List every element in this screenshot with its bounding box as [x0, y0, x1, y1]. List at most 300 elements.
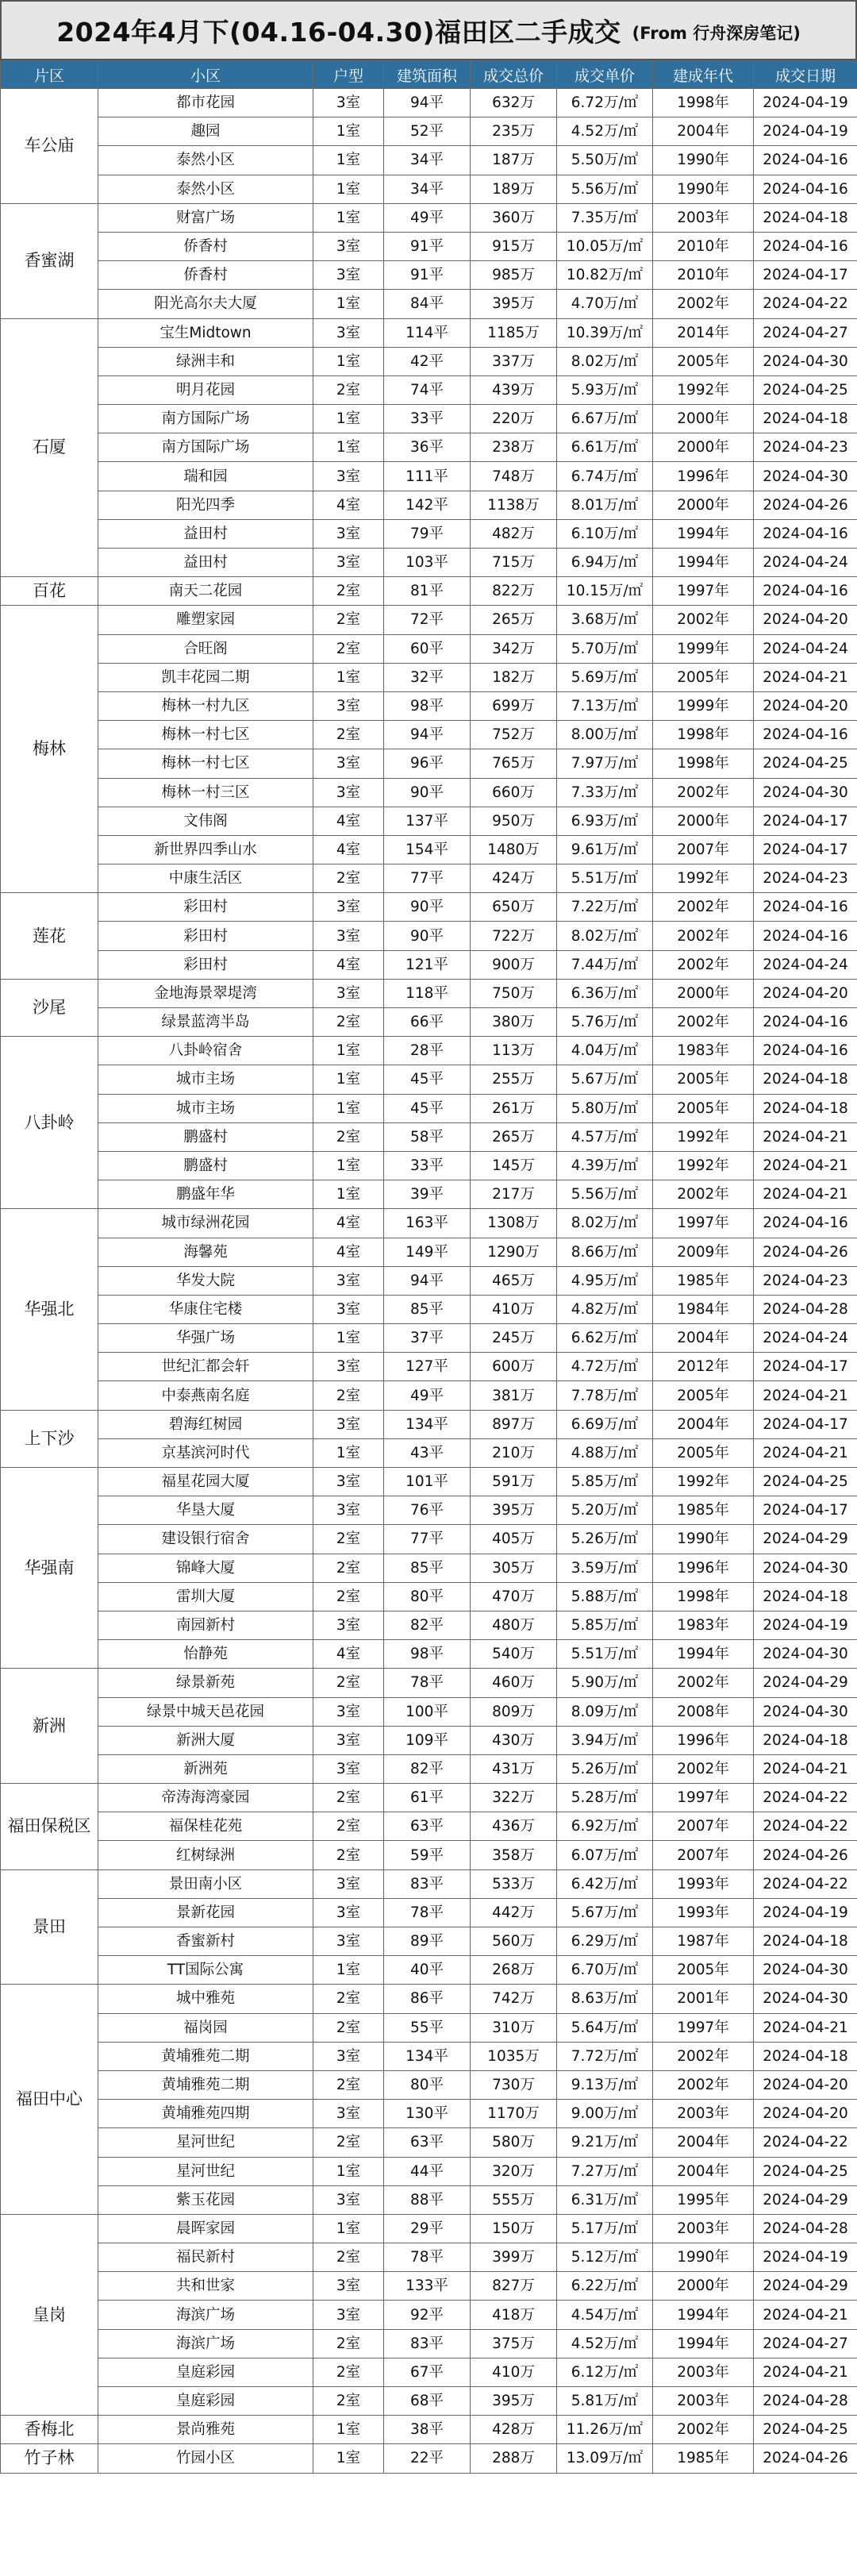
area-cell: 85平: [384, 1554, 471, 1582]
area-cell: 127平: [384, 1353, 471, 1381]
table-row: [1, 1353, 857, 1381]
deal-date-cell: 2024-04-16: [754, 232, 857, 260]
district-cell: 百花: [1, 577, 98, 606]
build-year-cell: 2005年: [653, 663, 754, 691]
build-year-cell: 2002年: [653, 950, 754, 979]
build-year-cell: 1995年: [653, 2185, 754, 2214]
layout-cell: 1室: [313, 663, 384, 691]
col-header-district: 片区: [1, 61, 98, 89]
community-cell: 华强广场: [98, 1324, 313, 1353]
area-cell: 42平: [384, 347, 471, 375]
table-row: [1, 175, 857, 203]
deal-date-cell: 2024-04-20: [754, 606, 857, 634]
build-year-cell: 2002年: [653, 606, 754, 634]
area-cell: 79平: [384, 519, 471, 548]
build-year-cell: 1992年: [653, 1151, 754, 1180]
unit-price-cell: 6.93万/㎡: [557, 807, 653, 835]
layout-cell: 1室: [313, 2444, 384, 2473]
layout-cell: 2室: [313, 721, 384, 749]
area-cell: 89平: [384, 1927, 471, 1956]
deal-date-cell: 2024-04-22: [754, 2128, 857, 2157]
unit-price-cell: 10.82万/㎡: [557, 261, 653, 290]
table-row: [1, 405, 857, 433]
unit-price-cell: 4.82万/㎡: [557, 1295, 653, 1323]
area-cell: 84平: [384, 290, 471, 318]
area-cell: 44平: [384, 2157, 471, 2185]
layout-cell: 1室: [313, 203, 384, 232]
area-cell: 66平: [384, 1008, 471, 1037]
layout-cell: 2室: [313, 2013, 384, 2042]
deal-date-cell: 2024-04-27: [754, 2329, 857, 2358]
total-price-cell: 380万: [471, 1008, 557, 1037]
community-cell: 新世界四季山水: [98, 835, 313, 864]
unit-price-cell: 13.09万/㎡: [557, 2444, 653, 2473]
unit-price-cell: 5.67万/㎡: [557, 1898, 653, 1927]
unit-price-cell: 7.22万/㎡: [557, 893, 653, 922]
unit-price-cell: 6.72万/㎡: [557, 89, 653, 117]
community-cell: 梅林一村七区: [98, 749, 313, 778]
table-row: [1, 203, 857, 232]
area-cell: 111平: [384, 462, 471, 491]
area-cell: 91平: [384, 261, 471, 290]
table-row: [1, 922, 857, 950]
deal-date-cell: 2024-04-19: [754, 1898, 857, 1927]
table-row: [1, 1122, 857, 1151]
deal-date-cell: 2024-04-22: [754, 1784, 857, 1812]
table-row: [1, 433, 857, 462]
community-cell: 海滨广场: [98, 2301, 313, 2329]
unit-price-cell: 5.56万/㎡: [557, 1180, 653, 1209]
layout-cell: 3室: [313, 1611, 384, 1639]
area-cell: 121平: [384, 950, 471, 979]
community-cell: 福民新村: [98, 2243, 313, 2272]
area-cell: 100平: [384, 1697, 471, 1726]
table-row: [1, 1324, 857, 1353]
total-price-cell: 752万: [471, 721, 557, 749]
deal-date-cell: 2024-04-18: [754, 1927, 857, 1956]
table-row: [1, 117, 857, 146]
deal-date-cell: 2024-04-24: [754, 549, 857, 577]
table-row: [1, 2416, 857, 2444]
build-year-cell: 1998年: [653, 89, 754, 117]
district-cell: 车公庙: [1, 89, 98, 204]
unit-price-cell: 9.61万/㎡: [557, 835, 653, 864]
area-cell: 90平: [384, 922, 471, 950]
deal-date-cell: 2024-04-16: [754, 1008, 857, 1037]
area-cell: 78平: [384, 1898, 471, 1927]
unit-price-cell: 8.00万/㎡: [557, 721, 653, 749]
total-price-cell: 580万: [471, 2128, 557, 2157]
total-price-cell: 182万: [471, 663, 557, 691]
area-cell: 77平: [384, 1525, 471, 1554]
total-price-cell: 809万: [471, 1697, 557, 1726]
deal-date-cell: 2024-04-29: [754, 1525, 857, 1554]
layout-cell: 3室: [313, 261, 384, 290]
table-row: [1, 1381, 857, 1410]
table-row: [1, 1295, 857, 1323]
table-row: [1, 146, 857, 175]
district-cell: 石厦: [1, 318, 98, 577]
layout-cell: 3室: [313, 1898, 384, 1927]
total-price-cell: 1480万: [471, 835, 557, 864]
total-price-cell: 436万: [471, 1812, 557, 1841]
total-price-cell: 235万: [471, 117, 557, 146]
layout-cell: 3室: [313, 1295, 384, 1323]
total-price-cell: 268万: [471, 1956, 557, 1985]
deal-date-cell: 2024-04-22: [754, 1812, 857, 1841]
area-cell: 29平: [384, 2214, 471, 2243]
unit-price-cell: 4.04万/㎡: [557, 1037, 653, 1065]
build-year-cell: 2005年: [653, 1381, 754, 1410]
area-cell: 40平: [384, 1956, 471, 1985]
community-cell: 财富广场: [98, 203, 313, 232]
total-price-cell: 540万: [471, 1640, 557, 1669]
table-row: [1, 1784, 857, 1812]
header-row: [1, 61, 857, 89]
area-cell: 43平: [384, 1438, 471, 1467]
community-cell: 福保桂花苑: [98, 1812, 313, 1841]
community-cell: 帝涛海湾豪园: [98, 1784, 313, 1812]
area-cell: 94平: [384, 89, 471, 117]
build-year-cell: 2004年: [653, 2128, 754, 2157]
build-year-cell: 1993年: [653, 1869, 754, 1898]
area-cell: 34平: [384, 175, 471, 203]
total-price-cell: 265万: [471, 1122, 557, 1151]
area-cell: 118平: [384, 979, 471, 1007]
community-cell: 新洲大厦: [98, 1726, 313, 1754]
total-price-cell: 428万: [471, 2416, 557, 2444]
build-year-cell: 2002年: [653, 290, 754, 318]
area-cell: 98平: [384, 691, 471, 720]
district-cell: 香蜜湖: [1, 203, 98, 318]
title-bar: [0, 0, 857, 60]
community-cell: 南天二花园: [98, 577, 313, 606]
layout-cell: 3室: [313, 1266, 384, 1295]
area-cell: 78平: [384, 2243, 471, 2272]
community-cell: 黄埔雅苑四期: [98, 2100, 313, 2128]
district-cell: 八卦岭: [1, 1037, 98, 1209]
area-cell: 142平: [384, 491, 471, 519]
table-row: [1, 1927, 857, 1956]
community-cell: 黄埔雅苑二期: [98, 2070, 313, 2099]
build-year-cell: 1997年: [653, 1209, 754, 1238]
unit-price-cell: 6.94万/㎡: [557, 549, 653, 577]
build-year-cell: 2003年: [653, 2214, 754, 2243]
deal-date-cell: 2024-04-16: [754, 519, 857, 548]
community-cell: 景田南小区: [98, 1869, 313, 1898]
area-cell: 80平: [384, 1582, 471, 1611]
total-price-cell: 322万: [471, 1784, 557, 1812]
deal-date-cell: 2024-04-26: [754, 1841, 857, 1869]
unit-price-cell: 5.17万/㎡: [557, 2214, 653, 2243]
area-cell: 154平: [384, 835, 471, 864]
community-cell: 城市绿洲花园: [98, 1209, 313, 1238]
total-price-cell: 1035万: [471, 2042, 557, 2070]
unit-price-cell: 6.36万/㎡: [557, 979, 653, 1007]
deal-date-cell: 2024-04-16: [754, 577, 857, 606]
build-year-cell: 2007年: [653, 835, 754, 864]
layout-cell: 2室: [313, 2243, 384, 2272]
deal-date-cell: 2024-04-21: [754, 1151, 857, 1180]
deal-date-cell: 2024-04-30: [754, 347, 857, 375]
table-row: [1, 950, 857, 979]
layout-cell: 3室: [313, 1496, 384, 1525]
table-row: [1, 1640, 857, 1669]
area-cell: 39平: [384, 1180, 471, 1209]
area-cell: 81平: [384, 577, 471, 606]
table-row: [1, 606, 857, 634]
build-year-cell: 2004年: [653, 2157, 754, 2185]
build-year-cell: 1998年: [653, 1582, 754, 1611]
community-cell: 华康住宅楼: [98, 1295, 313, 1323]
build-year-cell: 2005年: [653, 1065, 754, 1094]
unit-price-cell: 5.51万/㎡: [557, 864, 653, 893]
layout-cell: 3室: [313, 1869, 384, 1898]
unit-price-cell: 5.50万/㎡: [557, 146, 653, 175]
build-year-cell: 2004年: [653, 117, 754, 146]
community-cell: 城中雅苑: [98, 1985, 313, 2013]
community-cell: 共和世家: [98, 2272, 313, 2301]
build-year-cell: 1993年: [653, 1898, 754, 1927]
build-year-cell: 1996年: [653, 1726, 754, 1754]
unit-price-cell: 3.68万/㎡: [557, 606, 653, 634]
total-price-cell: 375万: [471, 2329, 557, 2358]
unit-price-cell: 5.88万/㎡: [557, 1582, 653, 1611]
unit-price-cell: 4.52万/㎡: [557, 2329, 653, 2358]
table-row: [1, 1611, 857, 1639]
layout-cell: 3室: [313, 2042, 384, 2070]
layout-cell: 3室: [313, 893, 384, 922]
table-row: [1, 1094, 857, 1122]
layout-cell: 1室: [313, 2214, 384, 2243]
layout-cell: 2室: [313, 1841, 384, 1869]
deal-date-cell: 2024-04-19: [754, 117, 857, 146]
layout-cell: 4室: [313, 835, 384, 864]
table-row: [1, 261, 857, 290]
community-cell: 景尚雅苑: [98, 2416, 313, 2444]
district-cell: 福田中心: [1, 1985, 98, 2215]
deal-date-cell: 2024-04-21: [754, 2013, 857, 2042]
area-cell: 78平: [384, 1669, 471, 1697]
deal-date-cell: 2024-04-20: [754, 2100, 857, 2128]
table-row: [1, 1582, 857, 1611]
community-cell: 中康生活区: [98, 864, 313, 893]
deal-date-cell: 2024-04-29: [754, 1669, 857, 1697]
deal-date-cell: 2024-04-18: [754, 2042, 857, 2070]
total-price-cell: 460万: [471, 1669, 557, 1697]
total-price-cell: 442万: [471, 1898, 557, 1927]
layout-cell: 3室: [313, 1697, 384, 1726]
unit-price-cell: 5.28万/㎡: [557, 1784, 653, 1812]
community-cell: 泰然小区: [98, 175, 313, 203]
area-cell: 149平: [384, 1238, 471, 1266]
area-cell: 85平: [384, 1295, 471, 1323]
layout-cell: 2室: [313, 1381, 384, 1410]
area-cell: 45平: [384, 1065, 471, 1094]
table-row: [1, 979, 857, 1007]
area-cell: 38平: [384, 2416, 471, 2444]
build-year-cell: 2002年: [653, 1669, 754, 1697]
deal-date-cell: 2024-04-27: [754, 318, 857, 347]
table-row: [1, 749, 857, 778]
layout-cell: 2室: [313, 1985, 384, 2013]
area-cell: 92平: [384, 2301, 471, 2329]
deal-date-cell: 2024-04-25: [754, 749, 857, 778]
layout-cell: 1室: [313, 405, 384, 433]
total-price-cell: 187万: [471, 146, 557, 175]
area-cell: 90平: [384, 778, 471, 807]
community-cell: 福岗园: [98, 2013, 313, 2042]
community-cell: 星河世纪: [98, 2128, 313, 2157]
total-price-cell: 482万: [471, 519, 557, 548]
deal-date-cell: 2024-04-29: [754, 2272, 857, 2301]
deal-date-cell: 2024-04-17: [754, 1353, 857, 1381]
unit-price-cell: 8.63万/㎡: [557, 1985, 653, 2013]
layout-cell: 2室: [313, 1784, 384, 1812]
layout-cell: 2室: [313, 1554, 384, 1582]
community-cell: 梅林一村三区: [98, 778, 313, 807]
table-row: [1, 1180, 857, 1209]
table-row: [1, 1151, 857, 1180]
table-row: [1, 2214, 857, 2243]
district-cell: 皇岗: [1, 2214, 98, 2415]
col-header-layout: 户型: [313, 61, 384, 89]
area-cell: 37平: [384, 1324, 471, 1353]
build-year-cell: 1983年: [653, 1611, 754, 1639]
area-cell: 114平: [384, 318, 471, 347]
deal-date-cell: 2024-04-21: [754, 2358, 857, 2386]
table-row: [1, 691, 857, 720]
layout-cell: 2室: [313, 2329, 384, 2358]
community-cell: 都市花园: [98, 89, 313, 117]
deal-date-cell: 2024-04-20: [754, 2070, 857, 2099]
build-year-cell: 1984年: [653, 1295, 754, 1323]
unit-price-cell: 10.39万/㎡: [557, 318, 653, 347]
community-cell: 金地海景翠堤湾: [98, 979, 313, 1007]
area-cell: 134平: [384, 1410, 471, 1438]
layout-cell: 4室: [313, 950, 384, 979]
total-price-cell: 395万: [471, 1496, 557, 1525]
table-row: [1, 2013, 857, 2042]
build-year-cell: 2009年: [653, 1238, 754, 1266]
layout-cell: 1室: [313, 175, 384, 203]
deal-date-cell: 2024-04-30: [754, 1554, 857, 1582]
total-price-cell: 1170万: [471, 2100, 557, 2128]
table-row: [1, 2042, 857, 2070]
deal-date-cell: 2024-04-19: [754, 89, 857, 117]
deal-date-cell: 2024-04-16: [754, 1037, 857, 1065]
build-year-cell: 1990年: [653, 175, 754, 203]
deal-date-cell: 2024-04-30: [754, 462, 857, 491]
total-price-cell: 310万: [471, 2013, 557, 2042]
col-header-deal-date: 成交日期: [754, 61, 857, 89]
build-year-cell: 2003年: [653, 2358, 754, 2386]
total-price-cell: 650万: [471, 893, 557, 922]
community-cell: 益田村: [98, 519, 313, 548]
unit-price-cell: 3.59万/㎡: [557, 1554, 653, 1582]
unit-price-cell: 3.94万/㎡: [557, 1726, 653, 1754]
layout-cell: 3室: [313, 318, 384, 347]
total-price-cell: 900万: [471, 950, 557, 979]
community-cell: 华发大院: [98, 1266, 313, 1295]
table-row: [1, 1008, 857, 1037]
community-cell: 京基滨河时代: [98, 1438, 313, 1467]
total-price-cell: 533万: [471, 1869, 557, 1898]
layout-cell: 4室: [313, 1640, 384, 1669]
community-cell: 新洲苑: [98, 1754, 313, 1783]
unit-price-cell: 4.88万/㎡: [557, 1438, 653, 1467]
build-year-cell: 2002年: [653, 2416, 754, 2444]
unit-price-cell: 6.07万/㎡: [557, 1841, 653, 1869]
unit-price-cell: 5.80万/㎡: [557, 1094, 653, 1122]
total-price-cell: 765万: [471, 749, 557, 778]
layout-cell: 3室: [313, 1726, 384, 1754]
community-cell: TT国际公寓: [98, 1956, 313, 1985]
unit-price-cell: 7.78万/㎡: [557, 1381, 653, 1410]
layout-cell: 2室: [313, 864, 384, 893]
total-price-cell: 699万: [471, 691, 557, 720]
deal-date-cell: 2024-04-18: [754, 1582, 857, 1611]
table-row: [1, 1468, 857, 1496]
build-year-cell: 1992年: [653, 1122, 754, 1151]
build-year-cell: 2005年: [653, 1438, 754, 1467]
build-year-cell: 2002年: [653, 2070, 754, 2099]
table-row: [1, 1726, 857, 1754]
build-year-cell: 2005年: [653, 1094, 754, 1122]
total-price-cell: 1308万: [471, 1209, 557, 1238]
build-year-cell: 1987年: [653, 1927, 754, 1956]
unit-price-cell: 10.15万/㎡: [557, 577, 653, 606]
total-price-cell: 439万: [471, 375, 557, 404]
table-row: [1, 318, 857, 347]
build-year-cell: 2005年: [653, 347, 754, 375]
layout-cell: 2室: [313, 2128, 384, 2157]
unit-price-cell: 9.13万/㎡: [557, 2070, 653, 2099]
build-year-cell: 1994年: [653, 549, 754, 577]
area-cell: 28平: [384, 1037, 471, 1065]
district-cell: 华强南: [1, 1468, 98, 1669]
table-row: [1, 778, 857, 807]
table-row: [1, 1525, 857, 1554]
area-cell: 55平: [384, 2013, 471, 2042]
layout-cell: 3室: [313, 778, 384, 807]
community-cell: 世纪汇都会轩: [98, 1353, 313, 1381]
area-cell: 109平: [384, 1726, 471, 1754]
build-year-cell: 2002年: [653, 1754, 754, 1783]
community-cell: 益田村: [98, 549, 313, 577]
layout-cell: 2室: [313, 2070, 384, 2099]
total-price-cell: 897万: [471, 1410, 557, 1438]
total-price-cell: 1290万: [471, 1238, 557, 1266]
deal-date-cell: 2024-04-25: [754, 1468, 857, 1496]
layout-cell: 1室: [313, 290, 384, 318]
layout-cell: 3室: [313, 2272, 384, 2301]
layout-cell: 1室: [313, 1094, 384, 1122]
total-price-cell: 145万: [471, 1151, 557, 1180]
deal-date-cell: 2024-04-21: [754, 1122, 857, 1151]
area-cell: 94平: [384, 1266, 471, 1295]
table-row: [1, 1496, 857, 1525]
total-price-cell: 337万: [471, 347, 557, 375]
unit-price-cell: 6.10万/㎡: [557, 519, 653, 548]
unit-price-cell: 6.42万/㎡: [557, 1869, 653, 1898]
community-cell: 阳光四季: [98, 491, 313, 519]
district-cell: 莲花: [1, 893, 98, 980]
area-cell: 86平: [384, 1985, 471, 2013]
area-cell: 137平: [384, 807, 471, 835]
community-cell: 黄埔雅苑二期: [98, 2042, 313, 2070]
deal-date-cell: 2024-04-17: [754, 1410, 857, 1438]
